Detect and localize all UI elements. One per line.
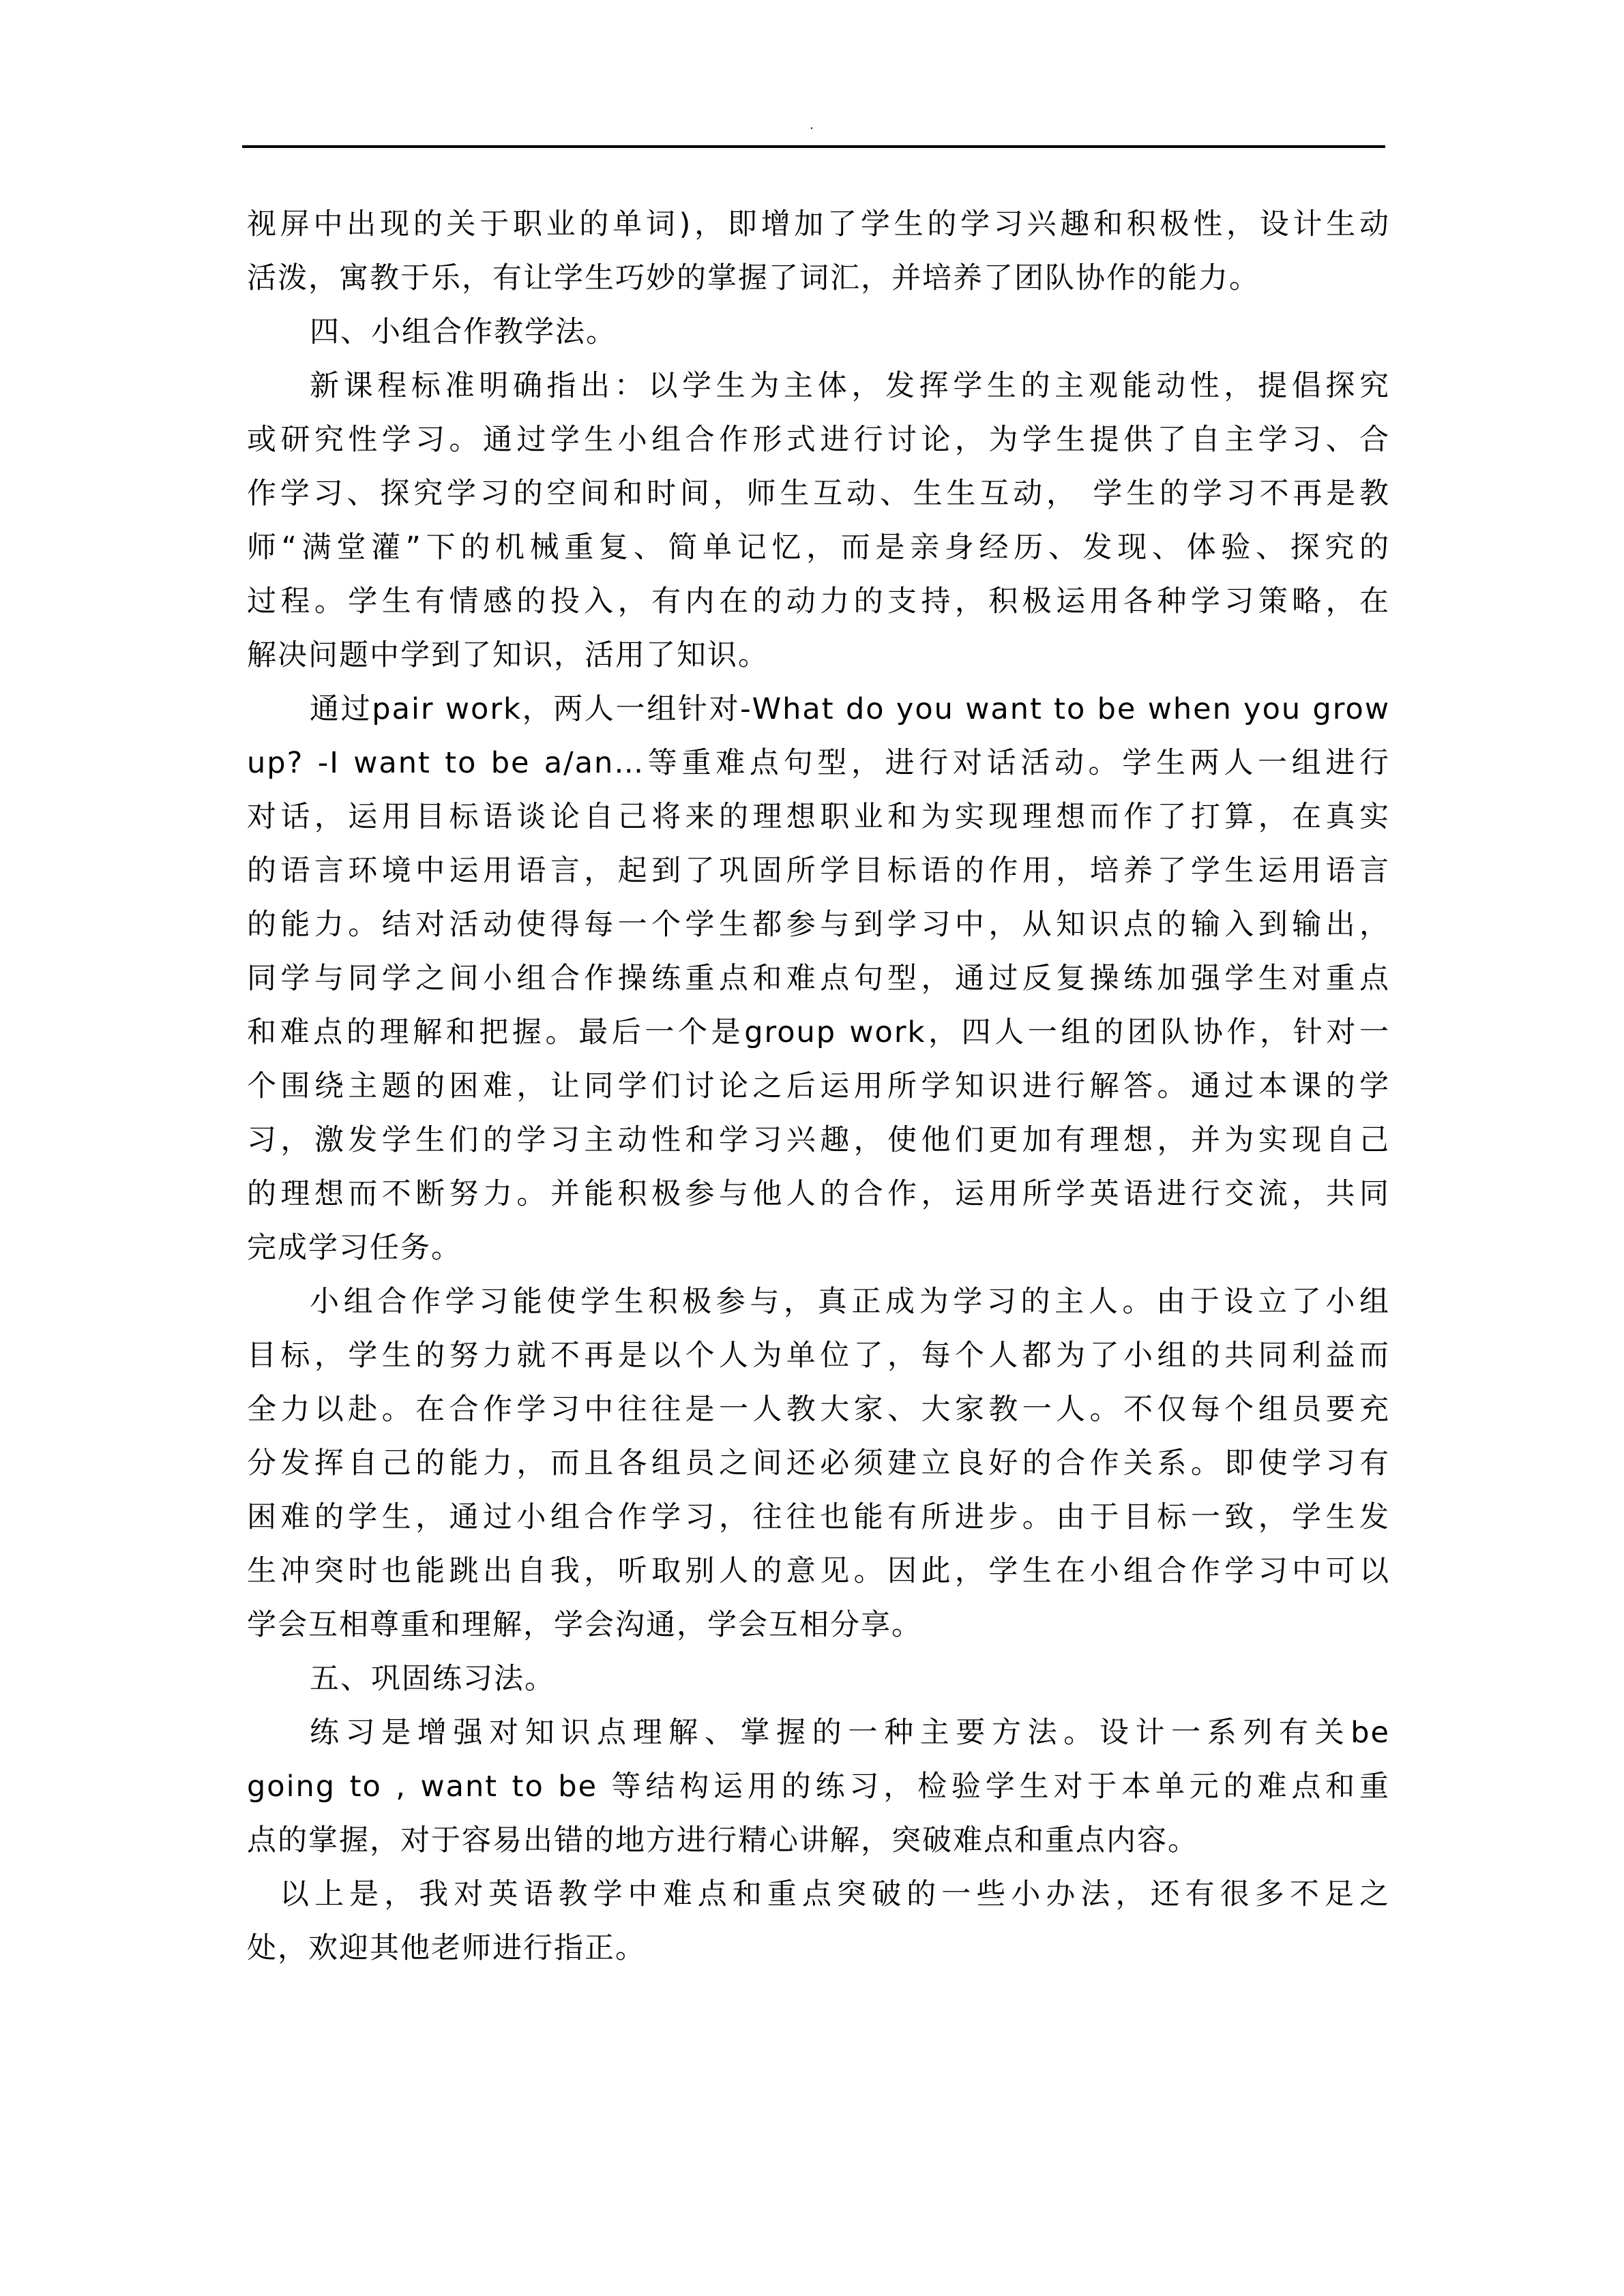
text-line: going to , want to be 等结构运用的练习，检验学生对于本单元的难点和重 xyxy=(247,1770,1390,1804)
text-line: 困难的学生，通过小组合作学习，往往也能有所进步。由于目标一致，学生发 xyxy=(247,1500,1390,1534)
text-line: 小组合作学习能使学生积极参与，真正成为学习的主人。由于设立了小组 xyxy=(310,1285,1390,1319)
text-line: 或研究性学习。通过学生小组合作形式进行讨论，为学生提供了自主学习、合 xyxy=(247,423,1390,457)
body-text xyxy=(247,198,1390,1976)
header-rule xyxy=(242,145,1385,148)
text-line: 的理想而不断努力。并能积极参与他人的合作，运用所学英语进行交流，共同 xyxy=(247,1177,1390,1211)
section-heading: 四、小组合作教学法。 xyxy=(310,315,617,349)
text-line: 习，激发学生们的学习主动性和学习兴趣，使他们更加有理想，并为实现自己 xyxy=(247,1123,1390,1157)
text-line: 个围绕主题的困难，让同学们讨论之后运用所学知识进行解答。通过本课的学 xyxy=(247,1069,1390,1103)
text-line: 新课程标准明确指出：以学生为主体，发挥学生的主观能动性，提倡探究 xyxy=(310,369,1390,403)
header-mark: . xyxy=(810,118,814,132)
text-line: 的能力。结对活动使得每一个学生都参与到学习中，从知识点的输入到输出， xyxy=(247,908,1390,942)
text-line: 分发挥自己的能力，而且各组员之间还必须建立良好的合作关系。即使学习有 xyxy=(247,1446,1390,1480)
text-line: 处，欢迎其他老师进行指正。 xyxy=(247,1931,646,1965)
text-line: 同学与同学之间小组合作操练重点和难点句型，通过反复操练加强学生对重点 xyxy=(247,961,1390,996)
text-line: 学会互相尊重和理解，学会沟通，学会互相分享。 xyxy=(247,1608,922,1642)
text-line: 以上是，我对英语教学中难点和重点突破的一些小办法，还有很多不足之 xyxy=(280,1877,1390,1911)
text-line: 解决问题中学到了知识，活用了知识。 xyxy=(247,638,769,672)
text-line: 生冲突时也能跳出自我，听取别人的意见。因此，学生在小组合作学习中可以 xyxy=(247,1554,1390,1588)
text-line: up? -I want to be a/an…等重难点句型，进行对话活动。学生两人一组进行 xyxy=(247,746,1390,780)
text-line: 师“满堂灌”下的机械重复、简单记忆，而是亲身经历、发现、体验、探究的 xyxy=(247,531,1390,565)
text-line: 点的掌握，对于容易出错的地方进行精心讲解，突破难点和重点内容。 xyxy=(247,1823,1198,1858)
text-line: 过程。学生有情感的投入，有内在的动力的支持，积极运用各种学习策略，在 xyxy=(247,584,1390,618)
text-line: 的语言环境中运用语言，起到了巩固所学目标语的作用，培养了学生运用语言 xyxy=(247,854,1390,888)
text-line: 练习是增强对知识点理解、掌握的一种主要方法。设计一系列有关be xyxy=(310,1716,1390,1750)
text-line: 作学习、探究学习的空间和时间，师生互动、生生互动， 学生的学习不再是教 xyxy=(247,477,1390,511)
text-line: 视屏中出现的关于职业的单词)，即增加了学生的学习兴趣和积极性，设计生动 xyxy=(247,207,1390,241)
text-line: 完成学习任务。 xyxy=(247,1231,462,1265)
text-line: 目标，学生的努力就不再是以个人为单位了，每个人都为了小组的共同利益而 xyxy=(247,1339,1390,1373)
text-line: 全力以赴。在合作学习中往往是一人教大家、大家教一人。不仅每个组员要充 xyxy=(247,1392,1390,1427)
text-line: 和难点的理解和把握。最后一个是group work，四人一组的团队协作，针对一 xyxy=(247,1015,1390,1049)
text-line: 活泼，寓教于乐，有让学生巧妙的掌握了词汇，并培养了团队协作的能力。 xyxy=(247,261,1260,295)
text-line: 对话，运用目标语谈论自己将来的理想职业和为实现理想而作了打算，在真实 xyxy=(247,800,1390,834)
text-line: 通过pair work，两人一组针对-What do you want to be when you grow xyxy=(310,692,1390,726)
section-heading: 五、巩固练习法。 xyxy=(310,1662,555,1696)
